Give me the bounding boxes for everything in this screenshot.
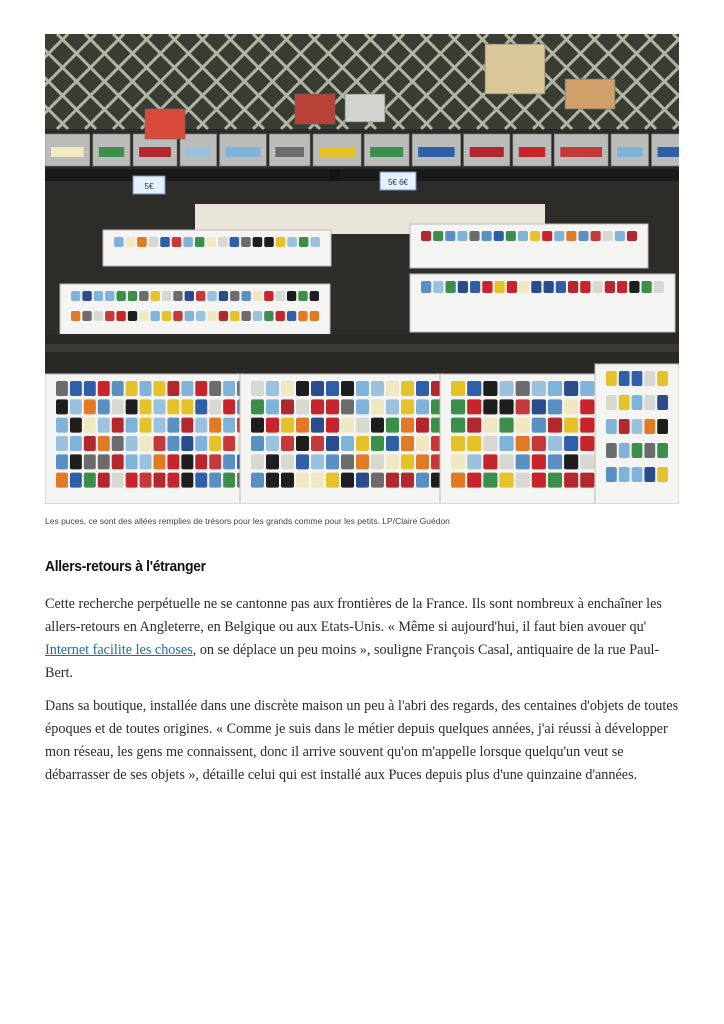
paragraph-2: Dans sa boutique, installée dans une discrète maison un peu à l'abri des regards, des centaines d'objets de toutes époques et de toutes origines. « Comme je suis dans le métier depuis quelques années, j'ai réussi à développer mon réseau, les gens me connaissent, donc il arrive souvent qu'on m'appelle lorsque quelqu'un veut se débarrasser de ses objets », détaille celui qui est installé aux Puces depuis plus d'une quinzaine d'années.: [45, 698, 679, 783]
price-tag-1: [133, 176, 165, 194]
paragraph-1-text-start: Cette recherche perpétuelle ne se cantonne pas aux frontières de la France. Ils sont nombreux à enchaîner les allers-retours en Angleterre, en Belgique ou aux Etats-Unis. « Même si aujourd'hui, il faut bien avouer qu': [45, 596, 662, 635]
svg-text:5€ 6€: 5€ 6€: [387, 178, 409, 187]
paragraph-1: [45, 593, 685, 685]
svg-text:5€: 5€: [144, 182, 154, 191]
internet-link[interactable]: Internet facilite les choses: [45, 642, 193, 658]
price-tag-2: [380, 172, 416, 190]
paragraph-1-text-end: , on se déplace un peu moins », souligne François Casal, antiquaire de la rue Paul-Bert.: [45, 642, 660, 681]
model-cars-market-photo: [45, 34, 679, 504]
photo-caption: Les puces, ce sont des allées remplies de trésors pour les grands comme pour les petits. LP/Claire Guédon: [45, 516, 450, 526]
article-photo: [45, 34, 679, 504]
section-heading: Allers-retours à l'étranger: [45, 558, 206, 575]
